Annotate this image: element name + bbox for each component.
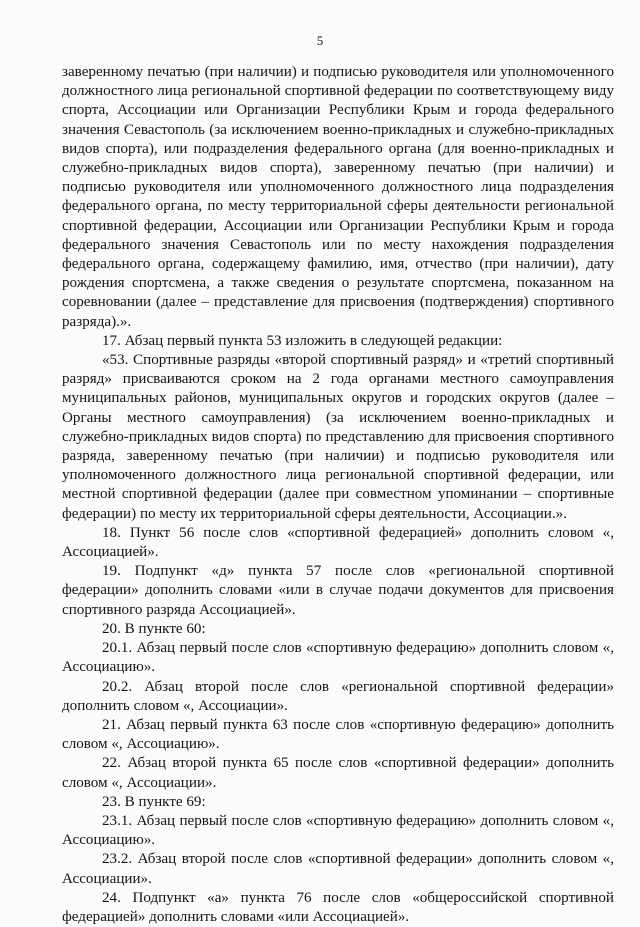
paragraph-item-20-1: 20.1. Абзац первый после слов «спортивную федерацию» дополнить словом «, Ассоциацию». bbox=[62, 640, 614, 676]
document-body bbox=[62, 63, 614, 927]
paragraph-item-23-1: 23.1. Абзац первый после слов «спортивную федерацию» дополнить словом «, Ассоциацию». bbox=[62, 812, 614, 849]
paragraph-item-18: 18. Пункт 56 после слов «спортивной федерацией» дополнить словом «, Ассоциацией». bbox=[62, 524, 614, 561]
page-number: 5 bbox=[316, 33, 324, 48]
paragraph-item-24: 24. Подпункт «а» пункта 76 после слов «общероссийской спортивной федерацией» дополнить словами «или Ассоциацией». bbox=[62, 889, 614, 925]
paragraph-continuation: заверенному печатью (при наличии) и подписью руководителя или уполномоченного должностного лица региональной спортивной федерации по соответствующему виду спорта, Ассоциации или Организации Республики Крым и города федерального значения Севастополь (за исключением военно-прикладных и служебно-прикладных видов спорта), или подразделения федерального органа (для военно-прикладных и служебно-прикладных видов спорта), заверенному печатью (при наличии) и подписью руководителя или уполномоченного должностного лица подразделения федерального органа, по месту территориальной сферы деятельности региональной спортивной федерации, Ассоциации или Организации Республики Крым и города федерального значения Севастополь или по месту нахождения подразделения федерального органа, содержащему фамилию, имя, отчество (при наличии), дату рождения спортсмена, а также сведения о результате спортсмена, показанном на соревновании (далее – представление для присвоения (подтверждения) спортивного разряда).». bbox=[62, 64, 614, 330]
paragraph-item-20-2: 20.2. Абзац второй после слов «региональной спортивной федерации» дополнить словом «, Ассоциации». bbox=[62, 678, 614, 714]
paragraph-item-23-2: 23.2. Абзац второй после слов «спортивной федерации» дополнить словом «, Ассоциации». bbox=[62, 851, 614, 887]
paragraph-item-22: 22. Абзац второй пункта 65 после слов «спортивной федерации» дополнить словом «, Ассоциации». bbox=[62, 755, 614, 791]
paragraph-item-23: 23. В пункте 69: bbox=[102, 793, 206, 810]
paragraph-item-21: 21. Абзац первый пункта 63 после слов «спортивную федерацию» дополнить словом «, Ассоциацию». bbox=[62, 716, 614, 753]
paragraph-item-20: 20. В пункте 60: bbox=[102, 620, 206, 637]
paragraph-item-19: 19. Подпункт «д» пункта 57 после слов «региональной спортивной федерации» дополнить словами «или в случае подачи документов для присвоения спортивного разряда Ассоциацией». bbox=[62, 563, 614, 618]
paragraph-item-53-quote: «53. Спортивные разряды «второй спортивный разряд» и «третий спортивный разряд» присваиваются сроком на 2 года органами местного самоуправления муниципальных районов, муниципальных округов и городских округов (далее – Органы местного самоуправления) (за исключением военно-прикладных и служебно-прикладных видов спорта) по представлению для присвоения спортивного разряда, заверенному печатью (при наличии) и подписью руководителя или уполномоченного должностного лица региональной спортивной федерации, или местной спортивной федерации (далее при совместном упоминании – спортивные федерации) по месту их территориальной сферы деятельности, Ассоциации.». bbox=[62, 352, 614, 522]
paragraph-item-17: 17. Абзац первый пункта 53 изложить в следующей редакции: bbox=[102, 332, 503, 349]
